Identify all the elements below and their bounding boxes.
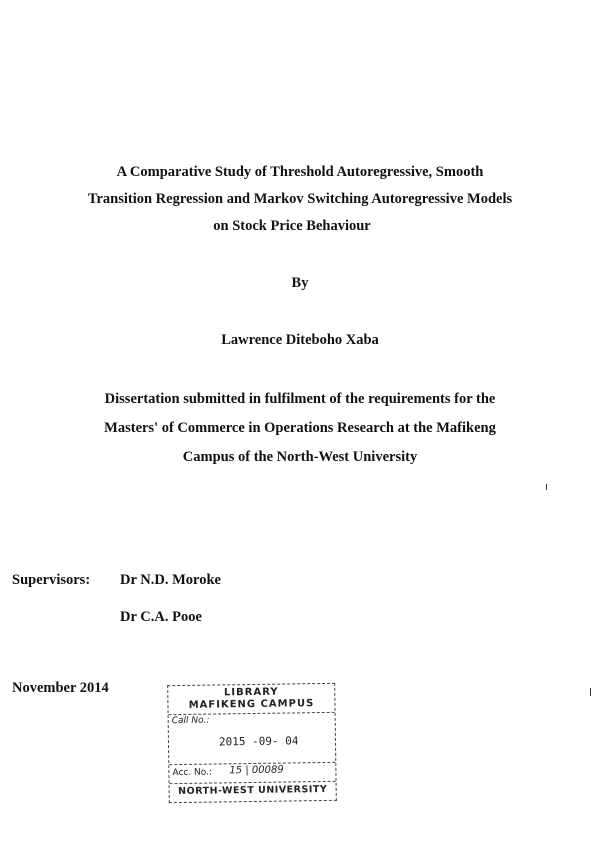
dissertation-line-2: Masters' of Commerce in Operations Research at the Mafikeng xyxy=(104,420,496,436)
stamp-university: NORTH-WEST UNIVERSITY xyxy=(178,783,328,798)
stamp-acc-no-value: 15 | 00089 xyxy=(229,764,284,777)
supervisors-label: Supervisors: xyxy=(12,572,91,588)
author-name: Lawrence Diteboho Xaba xyxy=(221,332,379,348)
scan-mark xyxy=(590,688,591,696)
library-stamp xyxy=(167,683,337,803)
title-line-2: Transition Regression and Markov Switching Autoregressive Models xyxy=(87,191,513,207)
submission-date: November 2014 xyxy=(12,680,109,696)
stamp-campus: MAFIKENG CAMPUS xyxy=(188,698,315,711)
stamp-acc-no-label: Acc. No.: xyxy=(172,767,213,779)
by-label: By xyxy=(291,275,309,291)
dissertation-line-1: Dissertation submitted in fulfilment of the requirements for the xyxy=(104,391,496,407)
supervisor-1: Dr N.D. Moroke xyxy=(120,572,221,588)
title-line-1: A Comparative Study of Threshold Autoregressive, Smooth xyxy=(116,164,484,180)
title-line-3: on Stock Price Behaviour xyxy=(213,218,371,234)
stamp-call-no-label: Call No.: xyxy=(171,715,210,727)
dissertation-line-3: Campus of the North-West University xyxy=(182,449,418,465)
supervisor-2: Dr C.A. Pooe xyxy=(120,609,202,625)
stamp-library: LIBRARY xyxy=(223,686,279,699)
stamp-divider xyxy=(169,712,335,715)
stamp-received-date: 2015 -09- 04 xyxy=(218,734,299,749)
scan-mark xyxy=(546,484,547,490)
